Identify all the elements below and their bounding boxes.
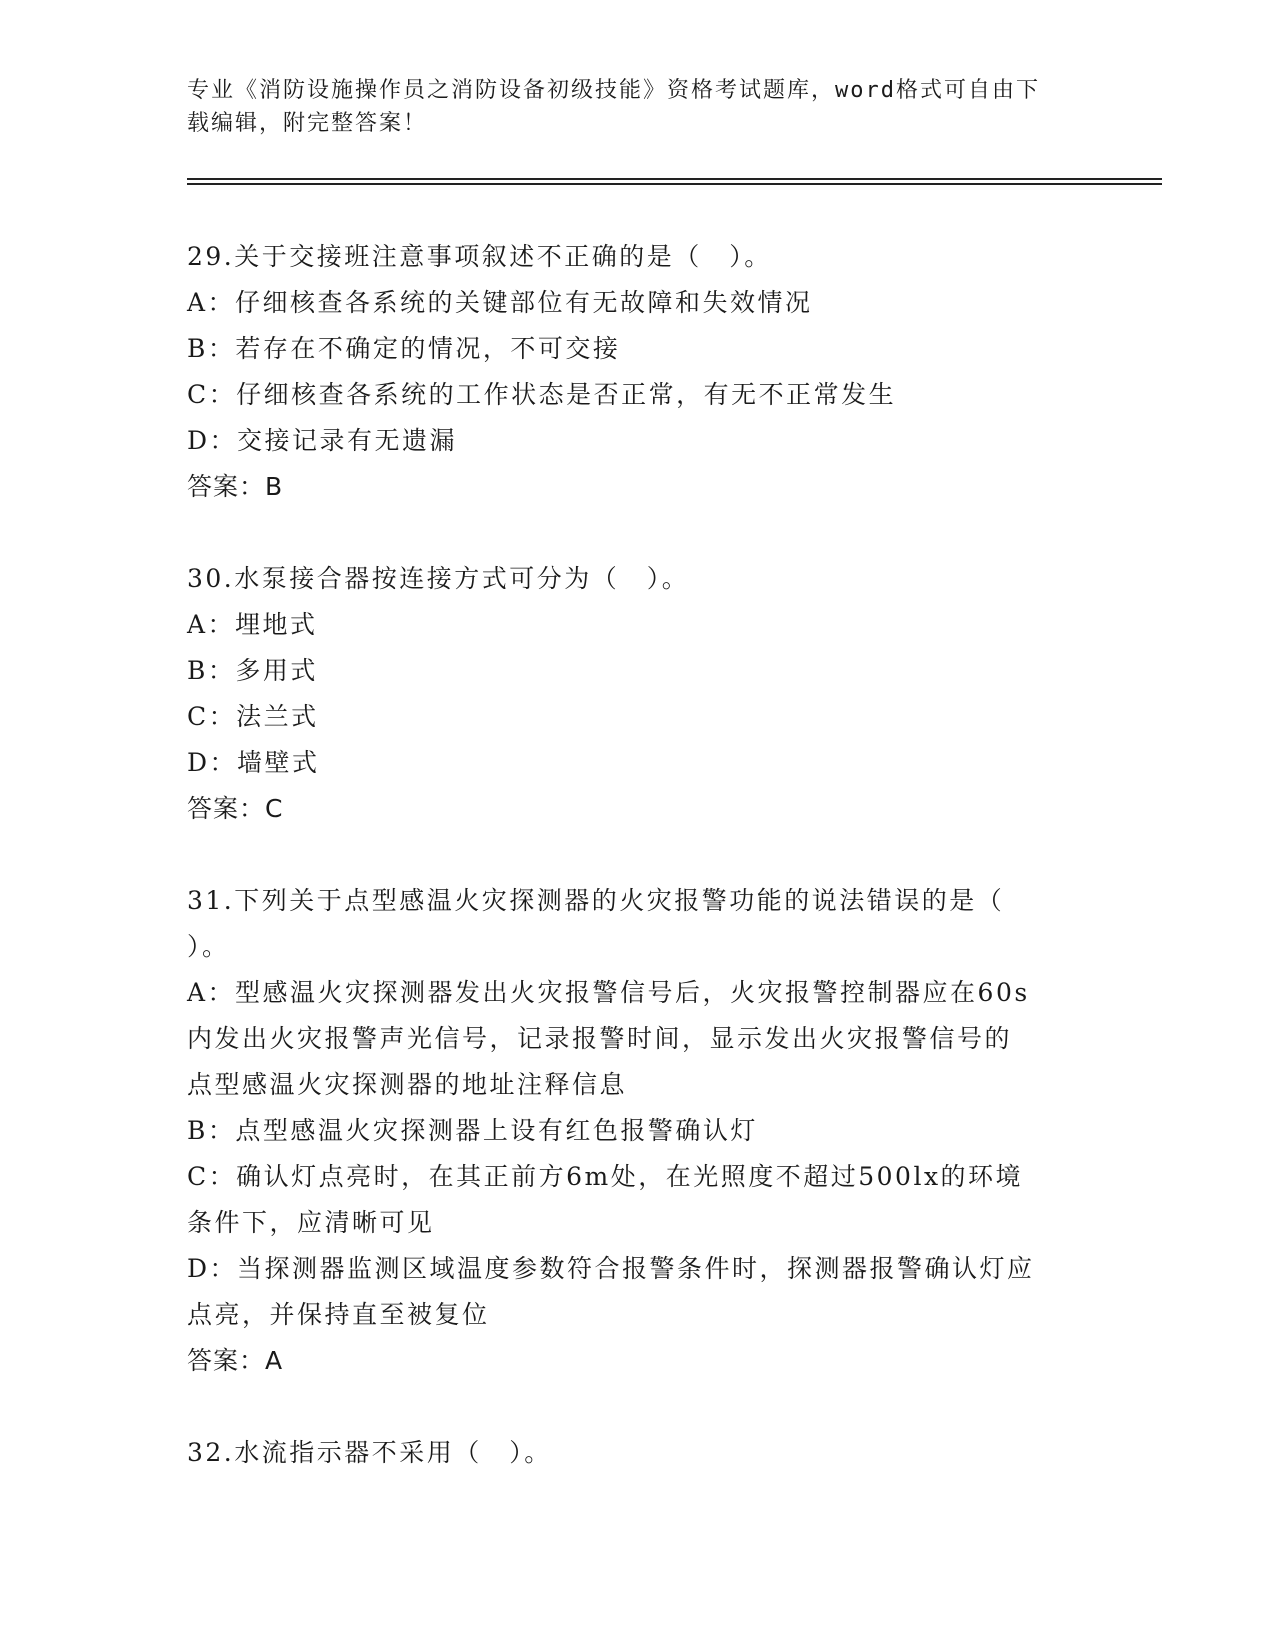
question-31 xyxy=(187,878,1087,1384)
question-stem-line-2: ）。 xyxy=(187,932,230,961)
header-divider-bottom xyxy=(187,183,1162,185)
question-29 xyxy=(187,234,1087,510)
option-a: A：仔细核查各系统的关键部位有无故障和失效情况 xyxy=(187,288,813,317)
option-d: D：交接记录有无遗漏 xyxy=(187,426,458,455)
header-line-2: 载编辑，附完整答案！ xyxy=(187,111,428,136)
question-30 xyxy=(187,556,1087,832)
option-c-line-2: 条件下，应清晰可见 xyxy=(187,1208,435,1237)
question-32 xyxy=(187,1430,1087,1476)
option-a: A：埋地式 xyxy=(187,610,318,639)
option-d: D：墙壁式 xyxy=(187,748,320,777)
header-line-1: 专业《消防设施操作员之消防设备初级技能》资格考试题库，word格式可自由下 xyxy=(187,78,1040,103)
option-d-line-1: D：当探测器监测区域温度参数符合报警条件时，探测器报警确认灯应 xyxy=(187,1254,1035,1283)
document-header xyxy=(187,74,1067,140)
option-a-line-1: A：型感温火灾探测器发出火灾报警信号后，火灾报警控制器应在60s xyxy=(187,978,1030,1007)
header-divider-top xyxy=(187,178,1162,180)
answer: 答案：B xyxy=(187,472,284,501)
option-b: B：点型感温火灾探测器上设有红色报警确认灯 xyxy=(187,1116,758,1145)
answer: 答案：A xyxy=(187,1346,284,1375)
option-a-line-2: 内发出火灾报警声光信号，记录报警时间，显示发出火灾报警信号的 xyxy=(187,1024,1013,1053)
option-c-line-1: C：确认灯点亮时，在其正前方6m处，在光照度不超过500lx的环境 xyxy=(187,1162,1024,1191)
question-stem-line-1: 31.下列关于点型感温火灾探测器的火灾报警功能的说法错误的是（ xyxy=(187,886,1005,915)
option-b: B：若存在不确定的情况，不可交接 xyxy=(187,334,621,363)
option-a-line-3: 点型感温火灾探测器的地址注释信息 xyxy=(187,1070,628,1099)
answer: 答案：C xyxy=(187,794,284,823)
question-stem: 32.水流指示器不采用（ ）。 xyxy=(187,1438,552,1467)
option-c: C：法兰式 xyxy=(187,702,319,731)
question-stem: 30.水泵接合器按连接方式可分为（ ）。 xyxy=(187,564,690,593)
option-b: B：多用式 xyxy=(187,656,318,685)
question-stem: 29.关于交接班注意事项叙述不正确的是（ ）。 xyxy=(187,242,772,271)
option-d-line-2: 点亮，并保持直至被复位 xyxy=(187,1300,490,1329)
option-c: C：仔细核查各系统的工作状态是否正常，有无不正常发生 xyxy=(187,380,897,409)
question-list xyxy=(187,234,1087,1522)
